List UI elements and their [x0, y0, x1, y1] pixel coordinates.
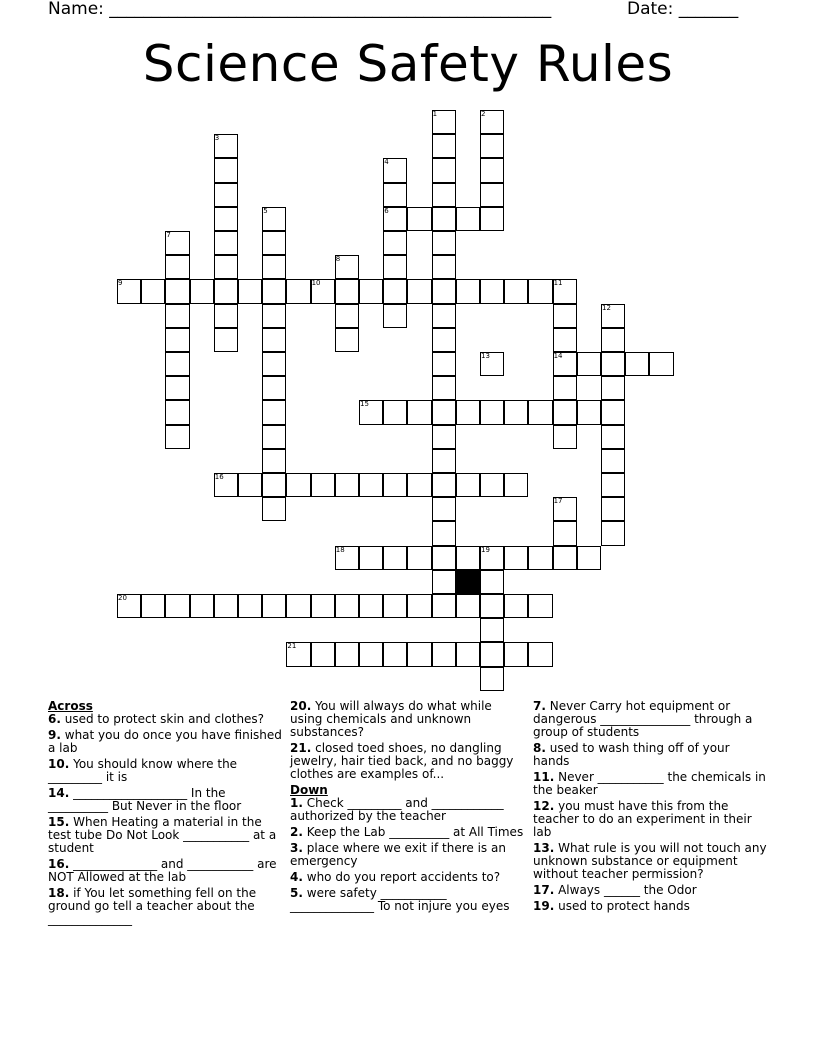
grid-cell[interactable]: [165, 279, 189, 303]
grid-cell[interactable]: [165, 400, 189, 424]
grid-cell[interactable]: [504, 473, 528, 497]
grid-cell[interactable]: [601, 328, 625, 352]
grid-cell[interactable]: [553, 546, 577, 570]
grid-cell[interactable]: [456, 400, 480, 424]
grid-number-16: [214, 473, 238, 497]
grid-cell[interactable]: [165, 376, 189, 400]
grid-cell[interactable]: [165, 352, 189, 376]
grid-cell[interactable]: [456, 279, 480, 303]
grid-number-label: 12: [602, 303, 611, 312]
across-heading: Across: [48, 699, 93, 713]
across-clue-14: 14. ___________________ In the __________ But Never in the floor: [48, 786, 242, 813]
grid-cell[interactable]: [480, 642, 504, 666]
clue-column-1: [48, 700, 284, 929]
grid-number-label: 17: [553, 497, 563, 506]
grid-cell[interactable]: [528, 594, 552, 618]
grid-number-8: [335, 255, 359, 279]
grid-cell[interactable]: [238, 279, 262, 303]
grid-cell[interactable]: [528, 546, 552, 570]
grid-cell[interactable]: [480, 618, 504, 642]
grid-cell[interactable]: [432, 570, 456, 594]
grid-cell[interactable]: [335, 473, 359, 497]
grid-cell[interactable]: [456, 207, 480, 231]
clue-column-2: [290, 700, 526, 916]
grid-cell[interactable]: [286, 594, 310, 618]
grid-cell[interactable]: [577, 546, 601, 570]
grid-cell[interactable]: [190, 594, 214, 618]
grid-cell[interactable]: [165, 255, 189, 279]
grid-cell[interactable]: [601, 497, 625, 521]
grid-number-label: 18: [335, 545, 345, 554]
grid-cell[interactable]: [480, 183, 504, 207]
grid-cell[interactable]: [262, 449, 286, 473]
grid-number-10: [311, 279, 335, 303]
grid-number-label: 10: [311, 279, 321, 288]
down-clue-17: 17. Always ______ the Odor: [533, 883, 697, 897]
across-clue-15: 15. When Heating a material in the test tube Do Not Look ___________ at a student: [48, 815, 277, 855]
grid-cell[interactable]: [383, 473, 407, 497]
grid-cell[interactable]: [432, 279, 456, 303]
down-clue-1: 1. Check _________ and ____________ authorized by the teacher: [290, 796, 504, 823]
grid-cell[interactable]: [432, 425, 456, 449]
grid-number-label: 20: [118, 594, 127, 602]
grid-cell[interactable]: [383, 546, 407, 570]
grid-cell[interactable]: [480, 134, 504, 158]
grid-number-1: [432, 110, 456, 134]
down-clue-12: 12. you must have this from the teacher to do an experiment in their lab: [533, 799, 752, 839]
grid-cell[interactable]: [504, 400, 528, 424]
grid-number-19: [480, 546, 504, 570]
grid-cell[interactable]: [432, 400, 456, 424]
grid-cell[interactable]: [214, 304, 238, 328]
grid-cell[interactable]: [383, 231, 407, 255]
across-clue-16: 16. ______________ and ___________ are NOT Allowed at the lab: [48, 857, 277, 884]
grid-cell[interactable]: [432, 304, 456, 328]
grid-cell[interactable]: [262, 352, 286, 376]
grid-cell[interactable]: [407, 546, 431, 570]
grid-cell[interactable]: [262, 473, 286, 497]
grid-cell[interactable]: [286, 473, 310, 497]
grid-cell[interactable]: [238, 594, 262, 618]
grid-number-label: 7: [166, 231, 171, 239]
grid-cell[interactable]: [214, 594, 238, 618]
grid-cell[interactable]: [407, 473, 431, 497]
grid-cell[interactable]: [335, 328, 359, 352]
grid-number-21: [286, 642, 310, 666]
grid-cell[interactable]: [383, 255, 407, 279]
grid-number-label: 14: [553, 352, 563, 360]
across-clue-18: 18. if You let something fell on the ground go tell a teacher about the ______________: [48, 886, 257, 926]
grid-cell[interactable]: [601, 449, 625, 473]
grid-cell[interactable]: [432, 231, 456, 255]
grid-cell[interactable]: [214, 231, 238, 255]
grid-cell[interactable]: [432, 546, 456, 570]
grid-cell[interactable]: [383, 400, 407, 424]
grid-number-label: 9: [118, 279, 123, 288]
across-clue-6: 6. used to protect skin and clothes?: [48, 712, 265, 726]
grid-number-2: [480, 110, 504, 134]
down-clue-13: 13. What rule is you will not touch any unknown substance or equipment without teacher permission?: [533, 841, 767, 881]
grid-cell[interactable]: [141, 279, 165, 303]
grid-number-label: 8: [335, 255, 341, 264]
grid-cell[interactable]: [238, 473, 262, 497]
grid-cell[interactable]: [480, 158, 504, 182]
grid-cell[interactable]: [432, 255, 456, 279]
grid-cell[interactable]: [190, 279, 214, 303]
down-clue-2: 2. Keep the Lab __________ at All Times: [290, 825, 524, 839]
grid-cell[interactable]: [165, 594, 189, 618]
grid-cell[interactable]: [262, 231, 286, 255]
grid-cell[interactable]: [528, 400, 552, 424]
grid-cell[interactable]: [165, 425, 189, 449]
black-square: [456, 570, 480, 594]
grid-cell[interactable]: [553, 400, 577, 424]
grid-cell[interactable]: [383, 279, 407, 303]
grid-cell[interactable]: [359, 546, 383, 570]
grid-cell[interactable]: [577, 400, 601, 424]
grid-cell[interactable]: [432, 134, 456, 158]
grid-number-17: [553, 497, 577, 521]
grid-cell[interactable]: [262, 497, 286, 521]
grid-cell[interactable]: [432, 376, 456, 400]
grid-cell[interactable]: [432, 352, 456, 376]
grid-cell[interactable]: [407, 642, 431, 666]
grid-number-6: [383, 207, 407, 231]
grid-cell[interactable]: [480, 473, 504, 497]
grid-cell[interactable]: [359, 594, 383, 618]
grid-cell[interactable]: [625, 352, 649, 376]
down-clue-3: 3. place where we exit if there is an emergency: [290, 841, 506, 868]
grid-cell[interactable]: [480, 667, 504, 691]
grid-number-15: [359, 400, 383, 424]
grid-cell[interactable]: [359, 642, 383, 666]
grid-cell[interactable]: [601, 521, 625, 545]
grid-cell[interactable]: [383, 183, 407, 207]
grid-cell[interactable]: [383, 304, 407, 328]
down-clue-4: 4. who do you report accidents to?: [290, 870, 501, 884]
grid-cell[interactable]: [504, 642, 528, 666]
grid-cell[interactable]: [456, 473, 480, 497]
grid-cell[interactable]: [528, 279, 552, 303]
across-clue-9: 9. what you do once you have finished a lab: [48, 728, 282, 755]
grid-cell[interactable]: [432, 328, 456, 352]
grid-cell[interactable]: [383, 642, 407, 666]
grid-cell[interactable]: [311, 642, 335, 666]
grid-cell[interactable]: [335, 279, 359, 303]
grid-cell[interactable]: [407, 207, 431, 231]
name-field[interactable]: Name: ____________________________________________________: [48, 0, 552, 19]
grid-cell[interactable]: [504, 279, 528, 303]
grid-cell[interactable]: [528, 642, 552, 666]
grid-cell[interactable]: [432, 521, 456, 545]
grid-cell[interactable]: [553, 425, 577, 449]
grid-cell[interactable]: [214, 158, 238, 182]
grid-cell[interactable]: [480, 570, 504, 594]
grid-cell[interactable]: [335, 304, 359, 328]
grid-cell[interactable]: [601, 425, 625, 449]
down-clue-11: 11. Never ___________ the chemicals in the beaker: [533, 770, 766, 797]
grid-number-label: 15: [360, 400, 369, 409]
grid-cell[interactable]: [311, 594, 335, 618]
grid-cell[interactable]: [456, 642, 480, 666]
grid-number-label: 2: [481, 110, 486, 118]
down-clue-5: 5. were safety ___________ ______________ To not injure you eyes: [290, 886, 510, 913]
clue-column-3: [533, 700, 769, 916]
grid-cell[interactable]: [456, 594, 480, 618]
grid-cell[interactable]: [335, 642, 359, 666]
grid-number-11: [553, 279, 577, 303]
grid-cell[interactable]: [432, 642, 456, 666]
down-clue-7: 7. Never Carry hot equipment or dangerous _______________ through a group of students: [533, 699, 753, 739]
grid-cell[interactable]: [335, 594, 359, 618]
grid-number-7: [165, 231, 189, 255]
grid-number-13: [480, 352, 504, 376]
grid-number-label: 5: [263, 206, 268, 215]
grid-cell[interactable]: [311, 473, 335, 497]
down-clue-19: 19. used to protect hands: [533, 899, 690, 913]
grid-cell[interactable]: [432, 473, 456, 497]
grid-cell[interactable]: [214, 183, 238, 207]
across-clue-21: 21. closed toed shoes, no dangling jewelry, hair tied back, and no baggy clothes are examples of...: [290, 741, 514, 781]
grid-cell[interactable]: [262, 376, 286, 400]
grid-cell[interactable]: [504, 594, 528, 618]
grid-cell[interactable]: [214, 279, 238, 303]
grid-cell[interactable]: [214, 255, 238, 279]
grid-cell[interactable]: [432, 183, 456, 207]
grid-cell[interactable]: [141, 594, 165, 618]
grid-cell[interactable]: [480, 594, 504, 618]
grid-number-label: 19: [481, 545, 490, 554]
grid-number-3: [214, 134, 238, 158]
grid-cell[interactable]: [165, 304, 189, 328]
across-clue-20: 20. You will always do what while using chemicals and unknown substances?: [290, 699, 492, 739]
grid-cell[interactable]: [480, 400, 504, 424]
grid-cell[interactable]: [553, 328, 577, 352]
grid-number-5: [262, 207, 286, 231]
grid-cell[interactable]: [165, 328, 189, 352]
grid-cell[interactable]: [262, 279, 286, 303]
puzzle-title: Science Safety Rules: [142, 35, 674, 93]
grid-cell[interactable]: [601, 376, 625, 400]
grid-cell[interactable]: [262, 328, 286, 352]
grid-cell[interactable]: [383, 594, 407, 618]
grid-cell[interactable]: [577, 352, 601, 376]
grid-cell[interactable]: [432, 449, 456, 473]
grid-cell[interactable]: [262, 400, 286, 424]
grid-cell[interactable]: [649, 352, 673, 376]
grid-cell[interactable]: [286, 279, 310, 303]
grid-number-12: [601, 304, 625, 328]
down-clue-8: 8. used to wash thing off of your hands: [533, 741, 730, 768]
grid-number-label: 21: [287, 642, 297, 651]
grid-number-label: 3: [214, 134, 220, 143]
grid-number-4: [383, 158, 407, 182]
grid-cell[interactable]: [553, 521, 577, 545]
grid-cell[interactable]: [432, 158, 456, 182]
grid-number-label: 16: [214, 473, 224, 481]
grid-number-label: 13: [481, 352, 490, 360]
grid-number-9: [117, 279, 141, 303]
grid-cell[interactable]: [359, 279, 383, 303]
grid-cell[interactable]: [407, 279, 431, 303]
grid-cell[interactable]: [432, 594, 456, 618]
grid-number-label: 4: [384, 158, 389, 167]
grid-cell[interactable]: [359, 473, 383, 497]
grid-cell[interactable]: [601, 400, 625, 424]
grid-cell[interactable]: [553, 376, 577, 400]
grid-cell[interactable]: [407, 400, 431, 424]
grid-number-20: [117, 594, 141, 618]
grid-cell[interactable]: [214, 328, 238, 352]
grid-cell[interactable]: [262, 425, 286, 449]
grid-cell[interactable]: [480, 207, 504, 231]
grid-cell[interactable]: [432, 207, 456, 231]
date-field[interactable]: Date: _______: [627, 0, 739, 19]
grid-number-label: 11: [553, 279, 563, 288]
grid-number-label: 1: [432, 110, 438, 118]
grid-cell[interactable]: [456, 546, 480, 570]
grid-number-14: [553, 352, 577, 376]
grid-cell[interactable]: [432, 497, 456, 521]
grid-cell[interactable]: [262, 594, 286, 618]
grid-cell[interactable]: [504, 546, 528, 570]
grid-number-label: 6: [384, 206, 389, 215]
grid-cell[interactable]: [214, 207, 238, 231]
across-clue-10: 10. You should know where the _________ it is: [48, 757, 238, 784]
grid-cell[interactable]: [262, 255, 286, 279]
grid-number-18: [335, 546, 359, 570]
grid-cell[interactable]: [601, 352, 625, 376]
down-heading: Down: [290, 783, 328, 797]
grid-cell[interactable]: [407, 594, 431, 618]
grid-cell[interactable]: [553, 304, 577, 328]
grid-cell[interactable]: [480, 279, 504, 303]
grid-cell[interactable]: [601, 473, 625, 497]
grid-cell[interactable]: [262, 304, 286, 328]
